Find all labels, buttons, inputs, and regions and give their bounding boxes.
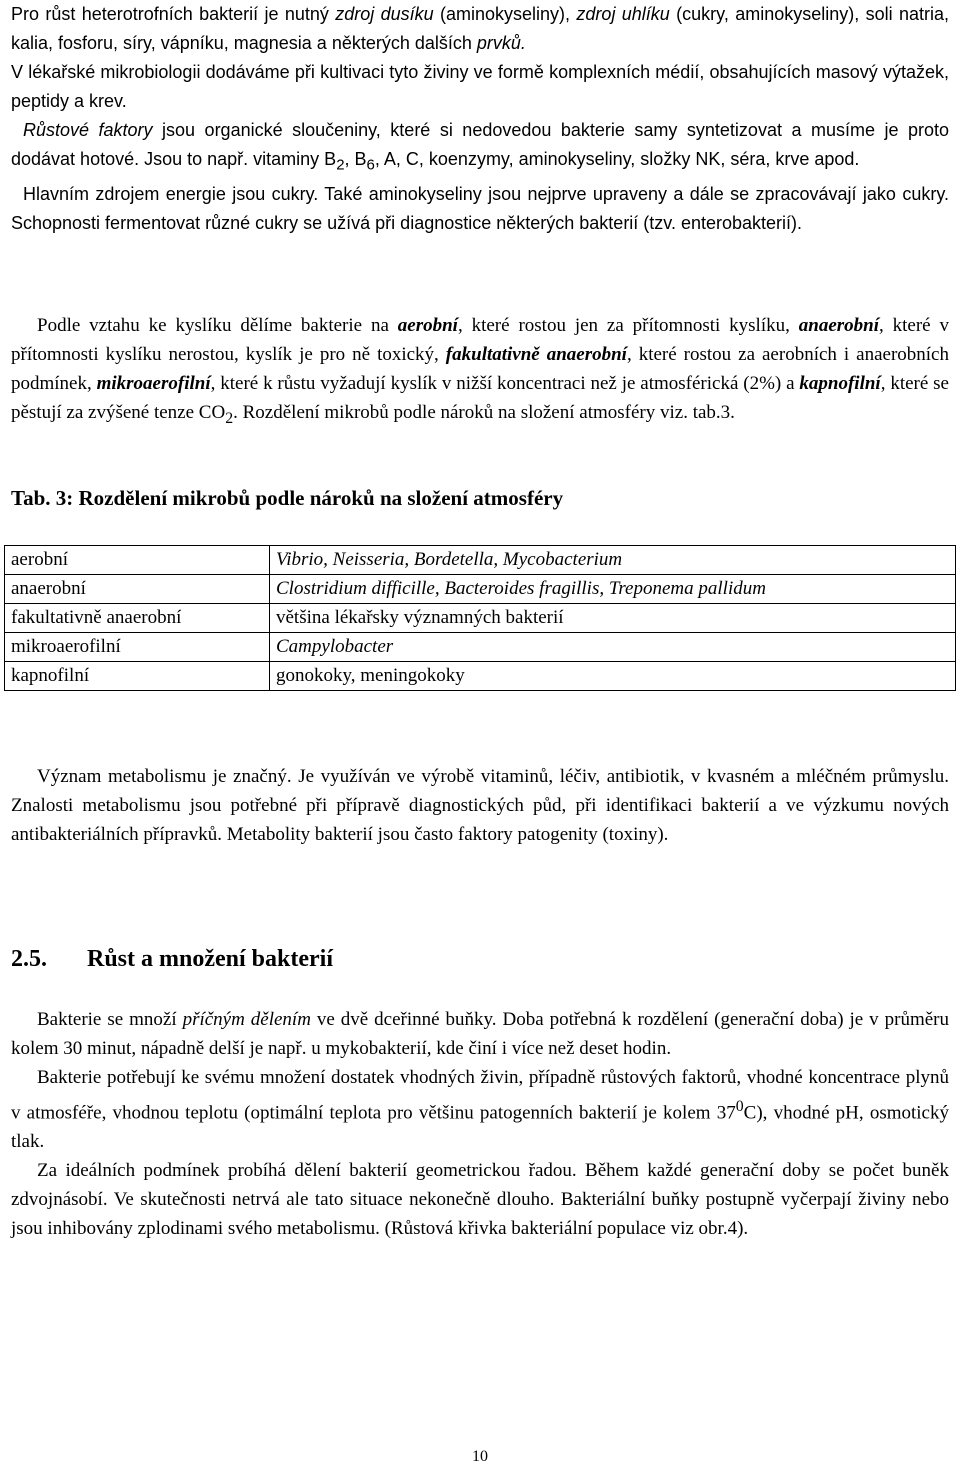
division-text: Bakterie se množí příčným dělením ve dvě dceřinné buňky. Doba potřebná k rozdělení (generační doba) je v průměru kolem 30 minut, nápadně delší je např. u mykobakterií, kde činí i více než deset hodin. [11, 1009, 950, 1059]
oxygen-paragraph: Podle vztahu ke kyslíku dělíme bakterie na aerobní, které rostou jen za přítomnosti kyslíku, anaerobní, které v přítomnosti kyslíku nerostou, kyslík je pro ně toxický, fakultativně anaerobní, které rostou za aerobních i anaerobních podmínek, mikroaerofilní, které k růstu vyžadují kyslík v nižší koncentraci než je atmosférická (2%) a kapnofilní, které se pěstují za zvýšené tenze $CO_2$. Rozdělení mikrobů podle nároků na složení atmosféry viz. tab.3. [11, 315, 949, 427]
table-row [5, 546, 956, 575]
table-cell-type: anaerobní [5, 575, 270, 604]
table-cell-type: kapnofilní [5, 662, 270, 691]
nutrition-paragraph [11, 0, 949, 238]
conditions-text: Bakterie potřebují ke svému množení dostatek vhodných živin, případně růstových faktorů, vhodné koncentrace plynů v atmosféře, vhodnou teplotu (optimální teplota pro většinu patogenních bakterií je kolem $37^0C$), vhodné pH, osmotický tlak. [11, 1067, 949, 1153]
table-cell-type: fakultativně anaerobní [5, 604, 270, 633]
table-cell-examples: Clostridium difficille, Bacteroides fragillis, Treponema pallidum [270, 575, 956, 604]
table-row [5, 575, 956, 604]
growth-paragraphs [11, 1005, 949, 1243]
growth-factors-text: Růstové faktory jsou organické sloučeniny, které si nedovedou bakterie samy syntetizovat a musíme je proto dodávat hotové. Jsou to např. vitaminy $B_2$, $B_6$, A, C, koenzymy, aminokyseliny, složky NK, séra, krve apod. [11, 120, 949, 174]
section-number: 2.5. [11, 946, 47, 972]
table-caption: Tab. 3: Rozdělení mikrobů podle nároků na složení atmosféry [11, 486, 564, 510]
table-cell-examples: Campylobacter [270, 633, 956, 662]
table-row [5, 662, 956, 691]
table-row [5, 604, 956, 633]
table-row [5, 633, 956, 662]
table-cell-examples: Vibrio, Neisseria, Bordetella, Mycobacterium [270, 546, 956, 575]
nutrients-text: Pro růst heterotrofních bakterií je nutný zdroj dusíku (aminokyseliny), zdroj uhlíku (cukry, aminokyseliny), soli natria, kalia, fosforu, síry, vápníku, magnesia a některých dalších prvků. [11, 4, 949, 53]
table-cell-type: mikroaerofilní [5, 633, 270, 662]
table-cell-type: aerobní [5, 546, 270, 575]
energy-source-text: Hlavním zdrojem energie jsou cukry. Také aminokyseliny jsou nejprve upraveny a dále se zpracovávají jako cukry. Schopnosti fermentovat různé cukry se užívá při diagnostice některých bakterií (tzv. enterobakterií). [11, 183, 949, 233]
table-cell-examples: gonokoky, meningokoky [270, 662, 956, 691]
metabolism-paragraph: Význam metabolismu je značný. Je využíván ve výrobě vitaminů, léčiv, antibiotik, v kvasném a mléčném průmyslu. Znalosti metabolismu jsou potřebné při přípravě diagnostických půd, při identifikaci bakterií a ve výzkumu nových antibakteriálních přípravků. Metabolity bakterií jsou často faktory patogenity (toxiny). [11, 766, 949, 845]
section-heading [11, 946, 333, 973]
section-title: Růst a množení bakterií [87, 946, 333, 972]
geometric-growth-text: Za ideálních podmínek probíhá dělení bakterií geometrickou řadou. Během každé generační doby se počet buněk zdvojnásobí. Ve skutečnosti netrvá ale tato situace nekonečně dlouho. Bakteriální buňky postupně vyčerpají živiny nebo jsou inhibovány zplodinami svého metabolismu. (Růstová křivka bakteriální populace viz obr.4). [11, 1160, 949, 1240]
page-number: 10 [472, 1448, 488, 1465]
atmosphere-table [4, 545, 956, 691]
media-text: V lékařské mikrobiologii dodáváme při kultivaci tyto živiny ve formě komplexních médií, obsahujících masový výtažek, peptidy a krev. [11, 62, 949, 111]
table-cell-examples: většina lékařsky významných bakterií [270, 604, 956, 633]
